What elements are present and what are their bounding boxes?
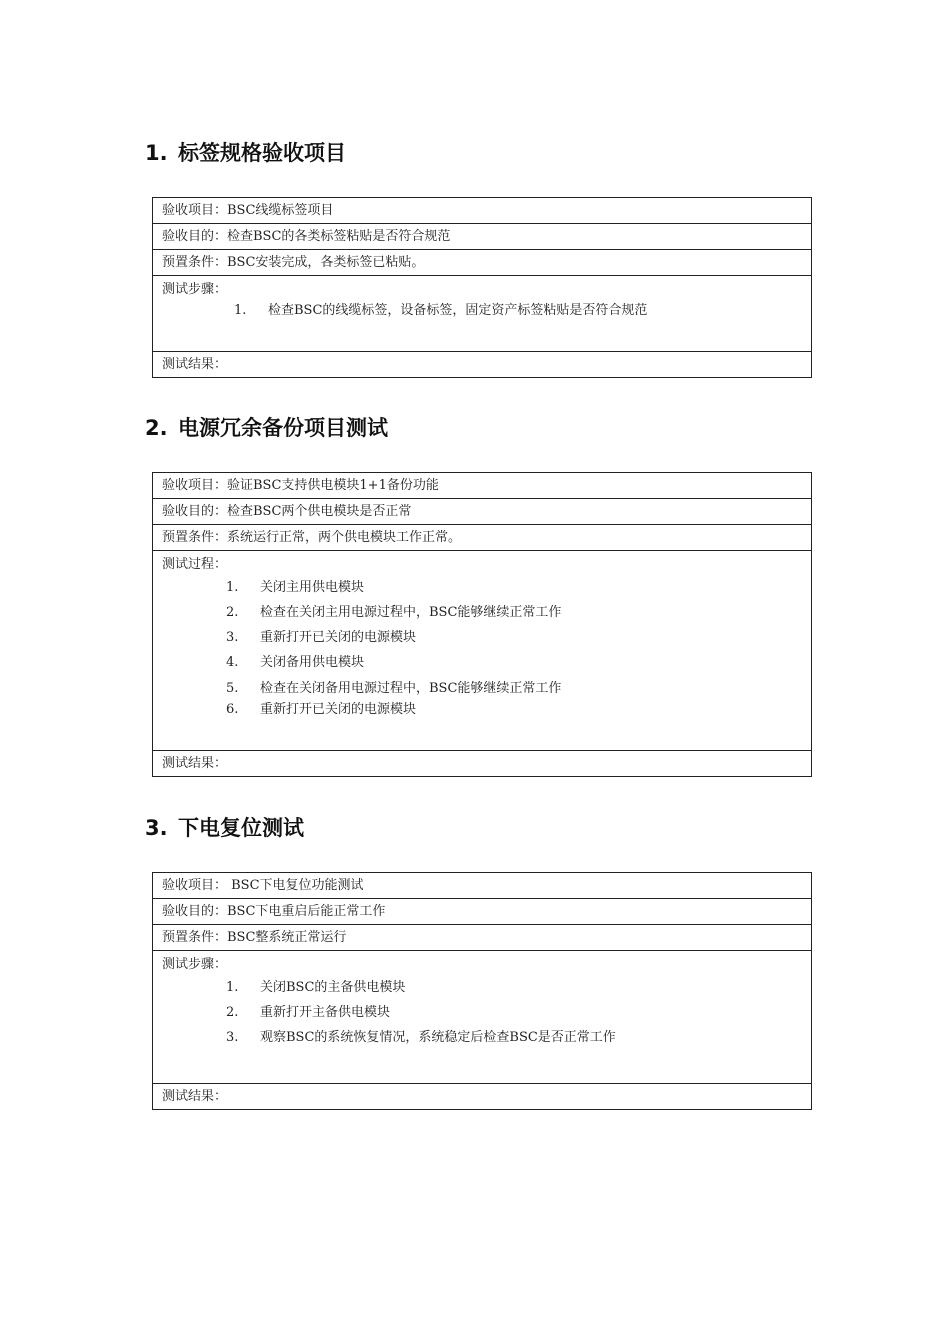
step-number: 1. [226, 580, 239, 595]
result-cell: 测试结果： [153, 352, 812, 378]
step-number: 4. [226, 655, 239, 670]
item-cell: 验收项目： BSC下电复位功能测试 [153, 873, 812, 899]
step-item [162, 575, 802, 600]
step-item [162, 300, 802, 322]
steps-label: 测试过程： [162, 557, 228, 572]
precondition-cell: 预置条件：BSC安装完成，各类标签已粘贴。 [153, 250, 812, 276]
step-number: 6. [226, 702, 239, 717]
step-item [162, 1025, 802, 1050]
section-1-table [152, 197, 812, 378]
step-text: 检查在关闭备用电源过程中，BSC能够继续正常工作 [260, 681, 562, 696]
step-number: 1. [226, 980, 239, 995]
step-number: 2. [226, 1005, 239, 1020]
purpose-cell: 验收目的：BSC下电重启后能正常工作 [153, 899, 812, 925]
steps-label: 测试步骤： [162, 957, 228, 972]
section-2-table [152, 472, 812, 777]
section-title: 标签规格验收项目 [178, 141, 346, 165]
step-text: 重新打开主备供电模块 [260, 1005, 391, 1020]
section-3-table [152, 872, 812, 1110]
section-number: 2. [145, 416, 168, 440]
section-1-heading [145, 137, 346, 167]
result-cell: 测试结果： [153, 751, 812, 777]
step-text: 重新打开已关闭的电源模块 [260, 630, 417, 645]
section-2-heading [145, 412, 388, 442]
precondition-cell: 预置条件：系统运行正常，两个供电模块工作正常。 [153, 525, 812, 551]
step-number: 2. [226, 605, 239, 620]
step-text: 关闭主用供电模块 [260, 580, 365, 595]
step-text: 观察BSC的系统恢复情况，系统稳定后检查BSC是否正常工作 [260, 1030, 616, 1045]
section-title: 电源冗余备份项目测试 [178, 416, 388, 440]
section-number: 1. [145, 141, 168, 165]
item-cell: 验收项目：BSC线缆标签项目 [153, 198, 812, 224]
step-number: 3. [226, 630, 239, 645]
step-item [162, 975, 802, 1000]
step-item [162, 695, 802, 720]
steps-label: 测试步骤： [162, 282, 228, 297]
steps-cell [153, 951, 812, 1084]
section-3-heading [145, 812, 304, 842]
step-text: 检查在关闭主用电源过程中，BSC能够继续正常工作 [260, 605, 562, 620]
steps-cell [153, 551, 812, 751]
step-number: 3. [226, 1030, 239, 1045]
step-item [162, 675, 802, 695]
step-number: 5. [226, 681, 239, 696]
step-text: 关闭备用供电模块 [260, 655, 365, 670]
precondition-cell: 预置条件：BSC整系统正常运行 [153, 925, 812, 951]
item-cell: 验收项目：验证BSC支持供电模块1+1备份功能 [153, 473, 812, 499]
step-item [162, 1000, 802, 1025]
step-item [162, 600, 802, 625]
steps-cell [153, 276, 812, 352]
step-text: 重新打开已关闭的电源模块 [260, 702, 417, 717]
purpose-cell: 验收目的：检查BSC两个供电模块是否正常 [153, 499, 812, 525]
step-text: 关闭BSC的主备供电模块 [260, 980, 406, 995]
step-item [162, 625, 802, 650]
section-number: 3. [145, 816, 168, 840]
step-item [162, 650, 802, 675]
result-cell: 测试结果： [153, 1084, 812, 1110]
step-text: 检查BSC的线缆标签，设备标签，固定资产标签粘贴是否符合规范 [268, 303, 648, 318]
purpose-cell: 验收目的：检查BSC的各类标签粘贴是否符合规范 [153, 224, 812, 250]
section-title: 下电复位测试 [178, 816, 304, 840]
step-number: 1. [234, 303, 247, 318]
